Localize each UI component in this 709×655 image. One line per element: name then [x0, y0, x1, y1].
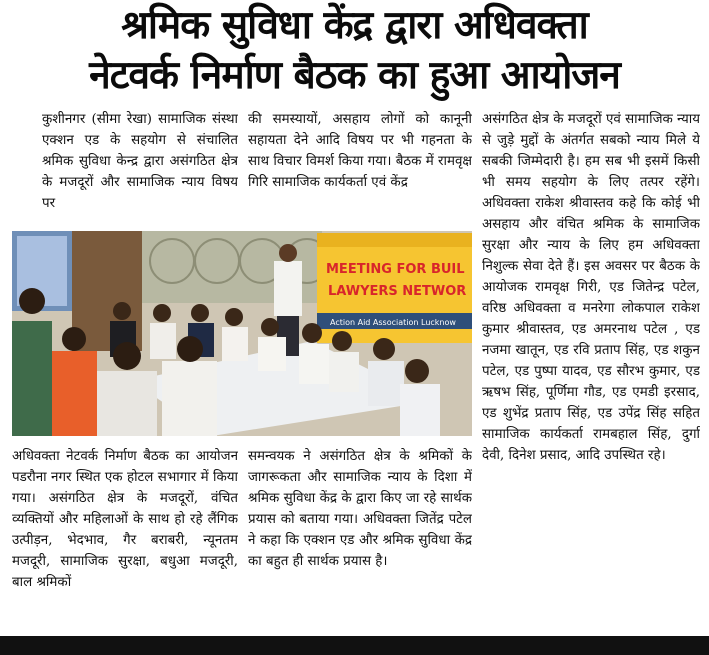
banner-text-line-2: LAWYERS NETWOR	[328, 284, 467, 299]
article-column-2-top	[248, 109, 472, 227]
banner-text-line-1: MEETING FOR BUIL	[326, 262, 465, 277]
article-column-3	[482, 109, 700, 629]
headline-line-2: नेटवर्क निर्माण बैठक का हुआ आयोजन	[89, 53, 620, 98]
page-bottom-edge	[0, 636, 709, 655]
article-column-1-bottom	[12, 446, 238, 628]
meeting-photo	[12, 231, 472, 436]
article-paragraph: समन्वयक ने असंगठित क्षेत्र के श्रमिकों के जागरूकता और सामाजिक न्याय के दिशा में श्रमिक सुविधा केंद्र के द्वारा किए जा रहे सार्थक प्रयास को बताया गया। अधिवक्ता जितेंद्र पटेल ने कहा कि एक्शन एड और श्रमिक सुविधा केंद्र का बहुत ही सार्थक प्रयास है।	[248, 449, 472, 569]
article-column-2-bottom	[248, 446, 472, 628]
article-paragraph: अधिवक्ता नेटवर्क निर्माण बैठक का आयोजन पडरौना नगर स्थित एक होटल सभागार में किया गया। असंगठित क्षेत्र के मजदूरों, वंचित व्यक्तियों और महिलाओं के साथ हो रहे लैंगिक उत्पीड़न, भेदभाव, गैर बराबरी, न्यूनतम मजदूरी, सामाजिक सुरक्षा, बधुआ मजदूरी, बाल श्रमिकों	[12, 449, 238, 590]
article-paragraph: असंगठित क्षेत्र के मजदूरों एवं सामाजिक न्याय से जुड़े मुद्दों के अंतर्गत सबको न्याय मिले ये सबकी जिम्मेदारी है। हम सब भी इसमें किसी भी समय सहयोग के लिए तत्पर रहेंगे। अधिवक्ता राकेश श्रीवास्तव कहे कि कोई भी असहाय और वंचित श्रमिक के सामाजिक सुरक्षा और न्याय के लिए हम अधिवक्ता निशुल्क सेवा देते हैं। इस अवसर पर बैठक के आयोजक रामवृक्ष गिरी, एड जितेन्द्र पटेल, वरिष्ठ अधिवक्ता व मनरेगा लोकपाल राकेश कुमार श्रीवास्तव, एड अमरनाथ पटेल , एड नजमा खातून, एड रवि प्रताप सिंह, एड शकुन पटेल, एड पुष्पा यादव, एड सौरभ कुमार, एड ऋषभ सिंह, पूर्णिमा गौड, एड एमडी इरसाद, एड शुभेंद्र प्रताप सिंह, एड उपेंद्र सिंह सहित सामाजिक कार्यकर्ता रामबहाल सिंह, दुर्गा देवी, दिनेश प्रसाद, आदि उपस्थित रहे।	[482, 112, 700, 463]
article-paragraph: कुशीनगर (सीमा रेखा) सामाजिक संस्था एक्शन एड के सहयोग से संचालित श्रमिक सुविधा केन्द्र द्वारा असंगठित क्षेत्र के मजदूरों और सामाजिक न्याय विषय पर	[42, 112, 238, 211]
meeting-photo-illustration	[12, 231, 472, 436]
article-column-1-top	[12, 109, 238, 227]
headline-line-1: श्रमिक सुविधा केंद्र द्वारा अधिवक्ता	[121, 3, 588, 48]
banner-subtitle: Action Aid Association Lucknow	[330, 318, 456, 327]
article-paragraph: की समस्यायों, असहाय लोगों को कानूनी सहायता देने आदि विषय पर भी गहनता के साथ विचार विमर्श किया गया। बैठक में रामवृक्ष गिरि सामाजिक कार्यकर्ता एवं केंद्र	[248, 112, 472, 190]
